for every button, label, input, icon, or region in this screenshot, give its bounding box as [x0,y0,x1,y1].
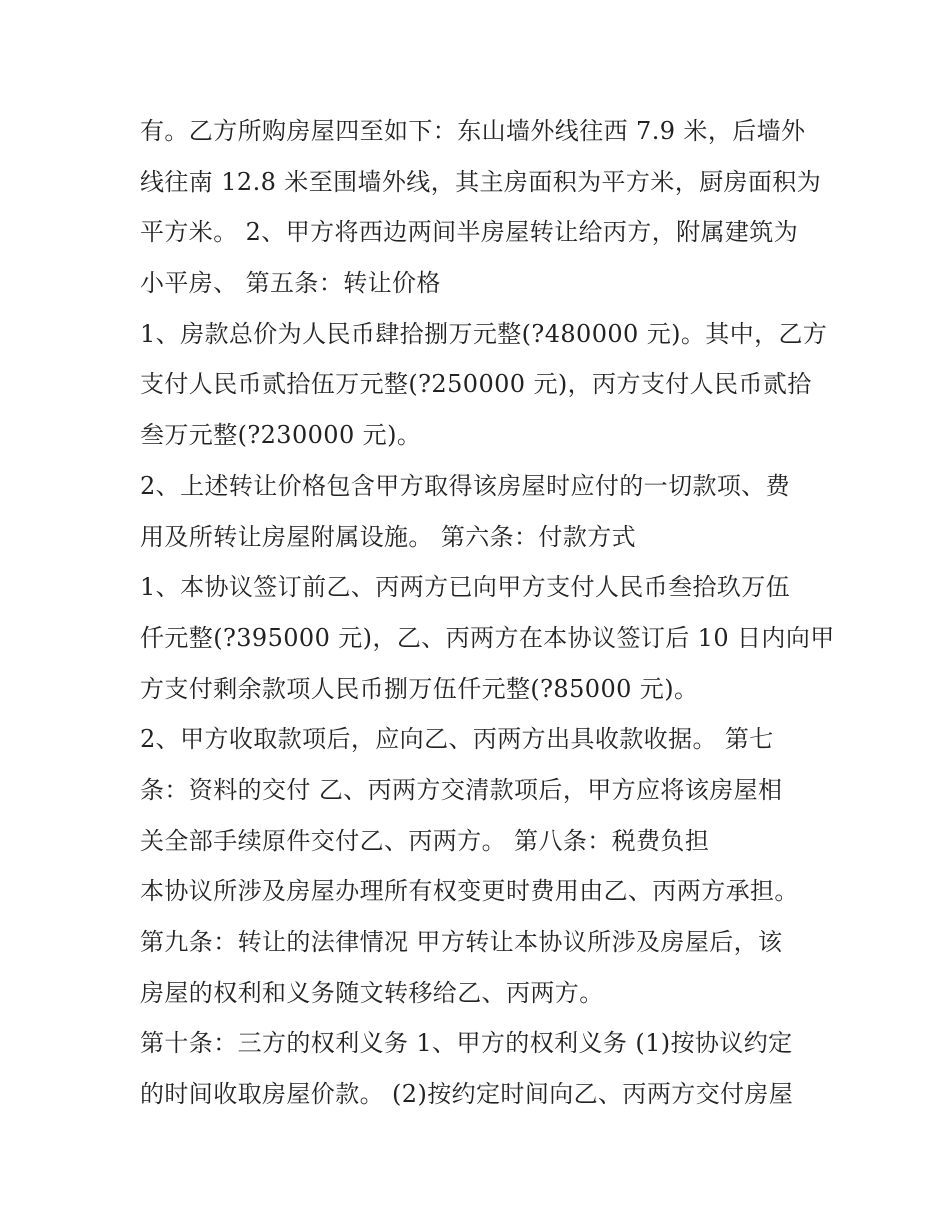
text-line: 2、甲方收取款项后，应向乙、丙两方出具收款收据。 第七 [140,725,774,754]
text-line: 叁万元整(?230000 元)。 [140,421,422,450]
text-line: 方支付剩余款项人民币捌万伍仟元整(?85000 元)。 [140,674,699,703]
text-line: 支付人民币贰拾伍万元整(?250000 元)，丙方支付人民币贰拾 [140,370,812,399]
document-body [140,106,835,1120]
text-line: 本协议所涉及房屋办理所有权变更时费用由乙、丙两方承担。 [140,877,799,906]
text-line: 1、房款总价为人民币肆拾捌万元整(?480000 元)。其中，乙方 [140,319,828,348]
text-line: 的时间收取房屋价款。 (2)按约定时间向乙、丙两方交付房屋 [140,1080,794,1109]
text-line: 用及所转让房屋附属设施。 第六条：付款方式 [140,522,637,551]
text-line: 条：资料的交付 乙、丙两方交清款项后，甲方应将该房屋相 [140,775,783,804]
text-line: 小平房、 第五条：转让价格 [140,269,441,298]
text-line: 2、上述转让价格包含甲方取得该房屋时应付的一切款项、费 [140,471,791,500]
text-line: 房屋的权利和义务随文转移给乙、丙两方。 [140,978,604,1007]
text-line: 仟元整(?395000 元)，乙、丙两方在本协议签订后 10 日内向甲 [140,623,835,652]
text-line: 线往南 12.8 米至围墙外线，其主房面积为平方米，厨房面积为 [140,167,822,196]
text-line: 关全部手续原件交付乙、丙两方。 第八条：税费负担 [140,826,710,855]
text-line: 1、本协议签订前乙、丙两方已向甲方支付人民币叁拾玖万伍 [140,573,791,602]
text-line: 有。乙方所购房屋四至如下：东山墙外线往西 7.9 米，后墙外 [140,117,806,145]
text-line: 第九条：转让的法律情况 甲方转让本协议所涉及房屋后，该 [140,928,783,956]
text-line: 平方米。 2、甲方将西边两间半房屋转让给丙方，附属建筑为 [140,218,799,247]
text-line: 第十条：三方的权利义务 1、甲方的权利义务 (1)按协议约定 [140,1029,793,1058]
